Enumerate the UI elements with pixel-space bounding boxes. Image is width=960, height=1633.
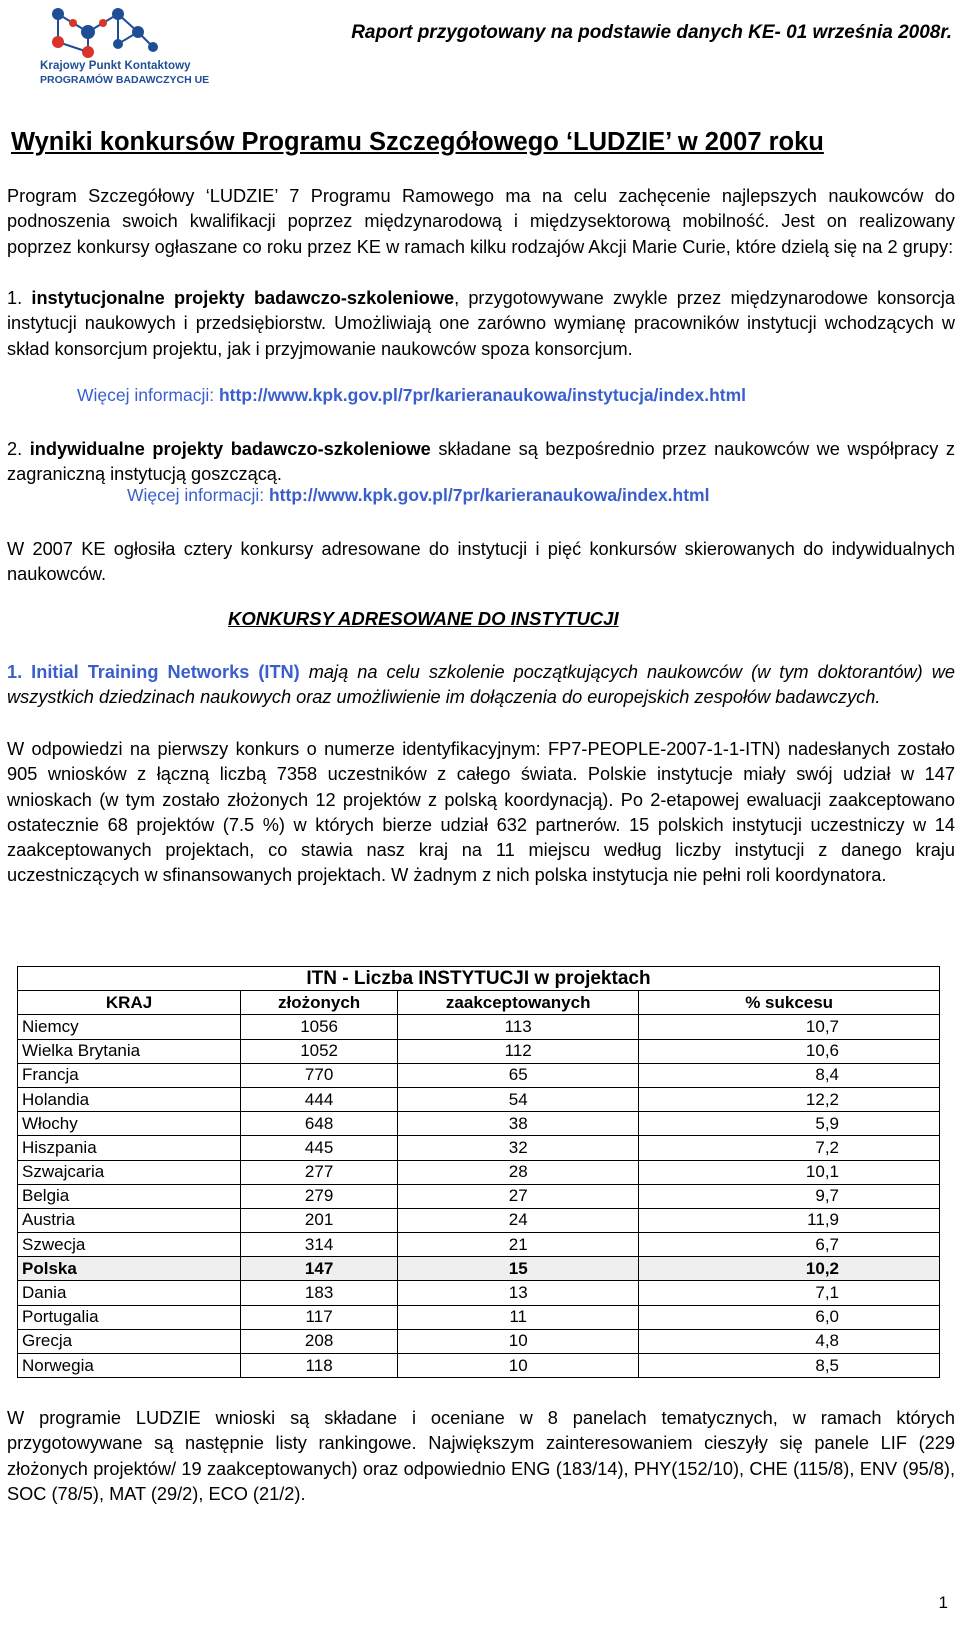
cell-success: 10,1: [639, 1160, 940, 1184]
cell-success: 7,2: [639, 1136, 940, 1160]
cell-success: 11,9: [639, 1208, 940, 1232]
group-1-desc: , przygotowywane zwykle przez międzynarodowe konsorcja instytucji naukowych i przedsiębiorstw. Umożliwiają one zarówno wymianę pracowników instytucji wchodzących w skład konsorcjum projektu, jak i przyjmowanie naukowców spoza konsorcjum.: [7, 288, 955, 359]
col-header-submitted: złożonych: [241, 991, 398, 1015]
cell-country: Niemcy: [18, 1015, 241, 1039]
cell-country: Belgia: [18, 1184, 241, 1208]
itn-paragraph: [7, 660, 955, 711]
table-row: [18, 1160, 940, 1184]
cell-submitted: 183: [241, 1281, 398, 1305]
cell-success: 6,0: [639, 1305, 940, 1329]
cell-success: 8,4: [639, 1063, 940, 1087]
cell-country: Holandia: [18, 1087, 241, 1111]
cell-accepted: 113: [398, 1015, 639, 1039]
section-heading: KONKURSY ADRESOWANE DO INSTYTUCJI: [228, 608, 619, 629]
table-row: [18, 1354, 940, 1378]
table-row: [18, 1329, 940, 1353]
cell-accepted: 112: [398, 1039, 639, 1063]
cell-submitted: 444: [241, 1087, 398, 1111]
page-title: Wyniki konkursów Programu Szczegółowego ‘LUDZIE’ w 2007 roku: [11, 128, 824, 156]
group-1-number: 1.: [7, 288, 23, 308]
table-row: [18, 1257, 940, 1281]
cell-submitted: 445: [241, 1136, 398, 1160]
group-2-link[interactable]: http://www.kpk.gov.pl/7pr/karieranaukowa/index.html: [268, 485, 710, 505]
table-row: [18, 1184, 940, 1208]
group-2-name: indywidualne projekty badawczo-szkoleniowe: [29, 439, 431, 459]
kpk-logo: [28, 2, 210, 88]
table-row: [18, 1063, 940, 1087]
table-row: [18, 1112, 940, 1136]
table-row: [18, 1015, 940, 1039]
cell-success: 7,1: [639, 1281, 940, 1305]
cell-country: Grecja: [18, 1329, 241, 1353]
cell-submitted: 147: [241, 1257, 398, 1281]
report-note: Raport przygotowany na podstawie danych KE- 01 września 2008r.: [351, 22, 952, 43]
group-1-link[interactable]: http://www.kpk.gov.pl/7pr/karieranaukowa/instytucja/index.html: [218, 385, 747, 405]
group-2-more-info: [127, 485, 709, 506]
cell-country: Austria: [18, 1208, 241, 1232]
cell-success: 10,7: [639, 1015, 940, 1039]
group-2-more-label: Więcej informacji:: [127, 485, 269, 505]
cell-submitted: 314: [241, 1233, 398, 1257]
cell-country: Szwajcaria: [18, 1160, 241, 1184]
cell-success: 8,5: [639, 1354, 940, 1378]
col-header-country: KRAJ: [18, 991, 241, 1015]
cell-accepted: 38: [398, 1112, 639, 1136]
cell-country: Portugalia: [18, 1305, 241, 1329]
cell-accepted: 24: [398, 1208, 639, 1232]
cell-accepted: 32: [398, 1136, 639, 1160]
logo-line-2: PROGRAMÓW BADAWCZYCH UE: [40, 74, 210, 86]
group-item-1: [7, 286, 955, 362]
cell-accepted: 10: [398, 1354, 639, 1378]
cell-submitted: 1052: [241, 1039, 398, 1063]
itn-institutions-table: [17, 966, 940, 1378]
announcement-paragraph: W 2007 KE ogłosiła cztery konkursy adresowane do instytucji i pięć konkursów skierowanych do indywidualnych naukowców.: [7, 539, 955, 585]
group-1-name: instytucjonalne projekty badawczo-szkoleniowe: [31, 288, 455, 308]
table-row: [18, 1087, 940, 1111]
group-2-desc: składane są bezpośrednio przez naukowców we współpracy z zagraniczną instytucją goszczącą.: [7, 439, 956, 485]
group-2-number: 2.: [7, 439, 23, 459]
cell-submitted: 1056: [241, 1015, 398, 1039]
cell-country: Dania: [18, 1281, 241, 1305]
logo-line-1: Krajowy Punkt Kontaktowy: [40, 60, 191, 72]
cell-submitted: 201: [241, 1208, 398, 1232]
cell-submitted: 118: [241, 1354, 398, 1378]
cell-country: Włochy: [18, 1112, 241, 1136]
group-1-more-label: Więcej informacji:: [77, 385, 219, 405]
group-1-more-info: [77, 385, 746, 406]
cell-submitted: 117: [241, 1305, 398, 1329]
itn-results-paragraph: W odpowiedzi na pierwszy konkurs o numerze identyfikacyjnym: FP7-PEOPLE-2007-1-1-ITN) nadesłanych zostało 905 wniosków z łączną liczbą 7358 uczestników z całego świata. Polskie instytucje miały swój udział w 147 wnioskach (w tym zostało złożonych 12 projektów z polską koordynacją). Po 2-etapowej ewaluacji zaakceptowano ostatecznie 68 projektów (7.5 %) w których bierze udział 632 partnerów. 15 polskich instytucji uczestniczy w 14 zaakceptowanych projektach, co stawia nasz kraj na 11 miejscu według liczby instytucji z danego kraju uczestniczących w sfinansowanych projektach. W żadnym z nich polska instytucja nie pełni roli koordynatora.: [7, 739, 955, 886]
cell-submitted: 770: [241, 1063, 398, 1087]
table-row: [18, 1281, 940, 1305]
cell-submitted: 208: [241, 1329, 398, 1353]
cell-success: 10,6: [639, 1039, 940, 1063]
cell-accepted: 28: [398, 1160, 639, 1184]
cell-success: 6,7: [639, 1233, 940, 1257]
cell-success: 9,7: [639, 1184, 940, 1208]
cell-accepted: 21: [398, 1233, 639, 1257]
cell-accepted: 11: [398, 1305, 639, 1329]
cell-success: 12,2: [639, 1087, 940, 1111]
cell-country: Hiszpania: [18, 1136, 241, 1160]
molecule-network-icon: [28, 2, 178, 62]
table-row: [18, 1233, 940, 1257]
cell-accepted: 54: [398, 1087, 639, 1111]
cell-country: Wielka Brytania: [18, 1039, 241, 1063]
cell-submitted: 648: [241, 1112, 398, 1136]
table-row: [18, 1208, 940, 1232]
cell-accepted: 15: [398, 1257, 639, 1281]
cell-accepted: 13: [398, 1281, 639, 1305]
col-header-accepted: zaakceptowanych: [398, 991, 639, 1015]
cell-accepted: 27: [398, 1184, 639, 1208]
cell-country: Polska: [18, 1257, 241, 1281]
group-item-2: [7, 437, 955, 488]
table-row: [18, 1136, 940, 1160]
cell-country: Szwecja: [18, 1233, 241, 1257]
col-header-success: % sukcesu: [639, 991, 940, 1015]
cell-success: 10,2: [639, 1257, 940, 1281]
intro-paragraph: Program Szczegółowy ‘LUDZIE’ 7 Programu Ramowego ma na celu zachęcenie najlepszych naukowców do podnoszenia swoich kwalifikacji poprzez międzynarodową i międzysektorową mobilność. Jest on realizowany poprzez konkursy ogłaszane co roku przez KE w ramach kilku rodzajów Akcji Marie Curie, które dzielą się na 2 grupy:: [7, 186, 955, 257]
cell-country: Norwegia: [18, 1354, 241, 1378]
panels-paragraph: W programie LUDZIE wnioski są składane i oceniane w 8 panelach tematycznych, w ramach których przygotowywane są następnie listy rankingowe. Największym zainteresowaniem cieszyły się panele LIF (229 złożonych projektów/ 19 zaakceptowanych) oraz odpowiednio ENG (183/14), PHY(152/10), CHE (115/8), ENV (95/8), SOC (78/5), MAT (29/2), ECO (21/2).: [7, 1408, 955, 1504]
table-body: [18, 1015, 940, 1378]
cell-success: 4,8: [639, 1329, 940, 1353]
cell-accepted: 65: [398, 1063, 639, 1087]
itn-goal: mają na celu szkolenie początkujących naukowców (w tym doktorantów) we wszystkich dziedzinach naukowych oraz umożliwienie im dołączenia do europejskich zespołów badawczych.: [7, 662, 956, 708]
itn-heading: 1. Initial Training Networks (ITN): [7, 662, 300, 682]
table-row: [18, 1305, 940, 1329]
table-row: [18, 1039, 940, 1063]
cell-submitted: 279: [241, 1184, 398, 1208]
page-number: 1: [938, 1593, 948, 1612]
cell-submitted: 277: [241, 1160, 398, 1184]
cell-accepted: 10: [398, 1329, 639, 1353]
cell-country: Francja: [18, 1063, 241, 1087]
table-caption: ITN - Liczba INSTYTUCJI w projektach: [18, 967, 940, 991]
cell-success: 5,9: [639, 1112, 940, 1136]
